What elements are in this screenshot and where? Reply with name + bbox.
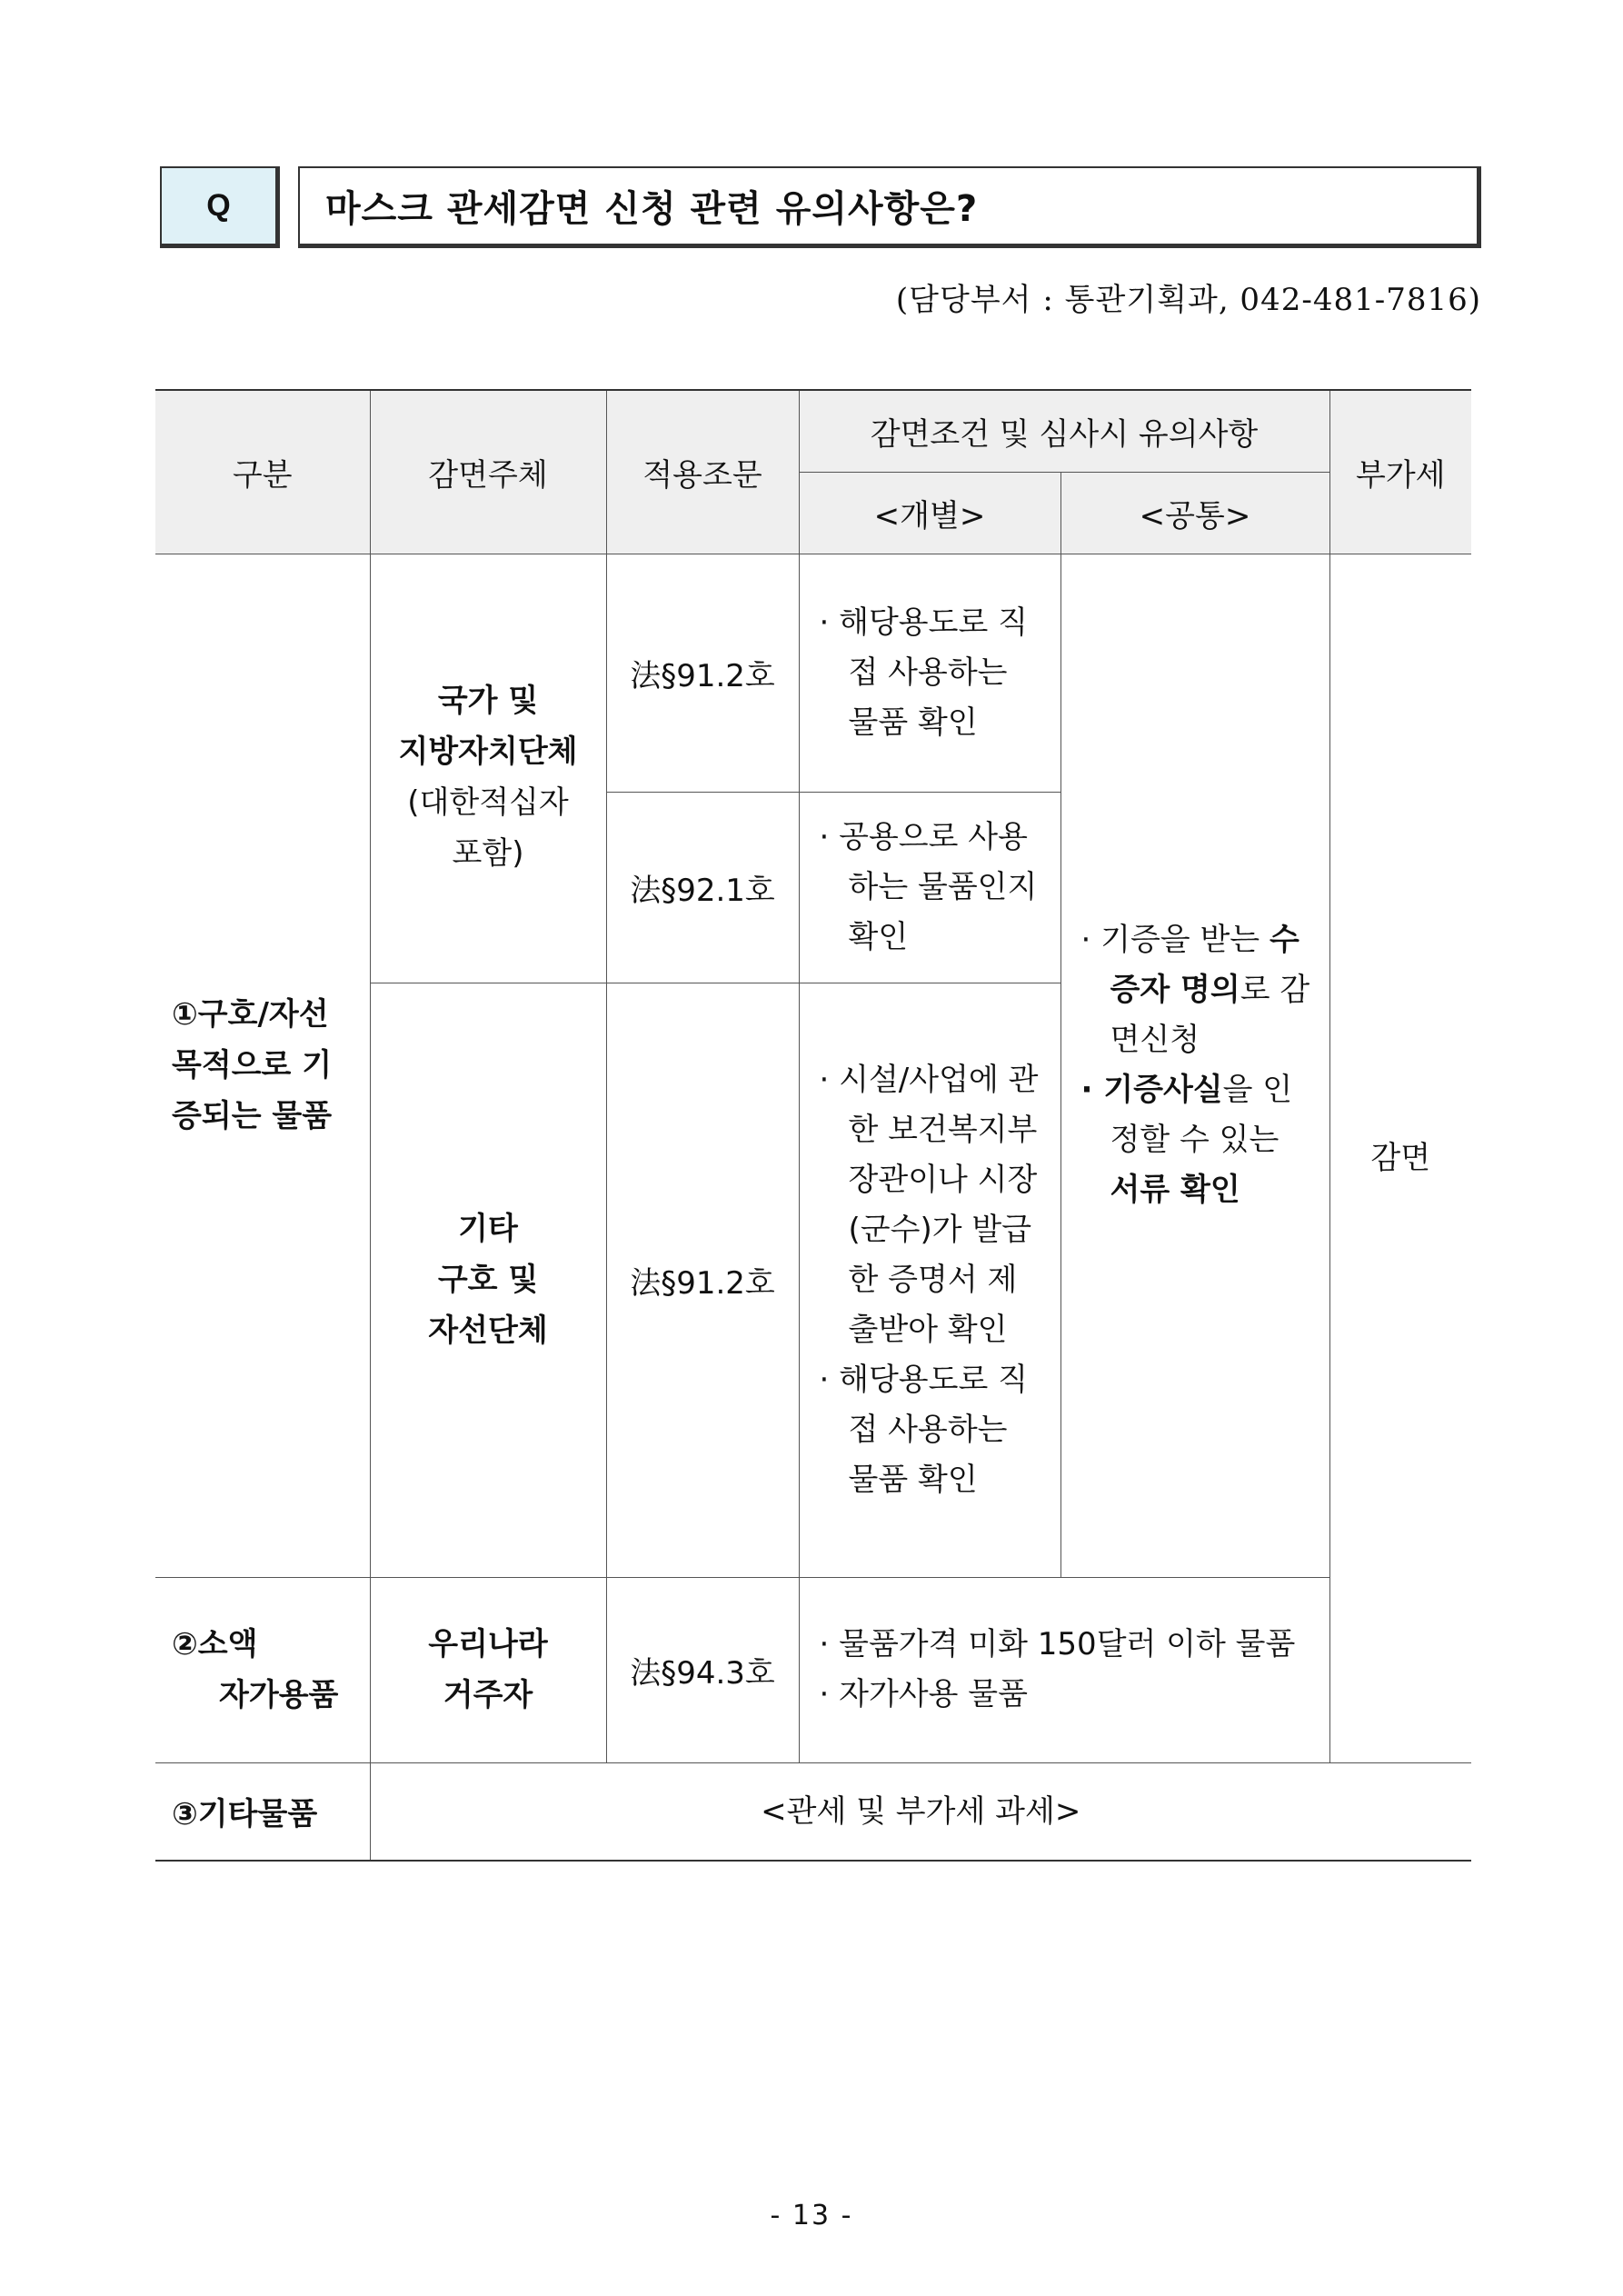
row1-common: [1060, 554, 1329, 1577]
common-1-pre: · 기증을 받는: [1080, 922, 1270, 958]
row2-condition-2: · 자가사용 물품: [819, 1676, 1028, 1712]
subject-state-note1: (대한적십자: [407, 784, 569, 821]
row1a-individual-text: · 해당용도로 직접 사용하는 물품 확인: [819, 604, 1028, 741]
common-condition-1: [1081, 915, 1313, 1065]
row1a-article: 法§91.2호: [606, 554, 799, 792]
header-individual: <개별>: [799, 472, 1060, 554]
page-number: - 13 -: [770, 2200, 853, 2231]
row3-note: <관세 및 부가세 과세>: [370, 1762, 1471, 1861]
header-conditions: 감면조건 및 심사시 유의사항: [799, 390, 1329, 472]
row1a-individual: [799, 554, 1060, 792]
common-2-mid: 을 인정할 수 있는: [1110, 1072, 1293, 1158]
row2-conditions: [799, 1577, 1329, 1762]
row2-category-line2: 자가용품: [219, 1677, 339, 1713]
question-title: 마스크 관세감면 신청 관련 유의사항은?: [325, 188, 979, 230]
row1b-individual: [799, 792, 1060, 983]
row2-subject-line2: 거주자: [443, 1677, 533, 1713]
header-common: <공통>: [1060, 472, 1329, 554]
row1-category-text: ①구호/자선 목적으로 기증되는 물품: [172, 996, 333, 1134]
q-label-box: [160, 166, 280, 248]
row1c-article: 法§91.2호: [606, 983, 799, 1577]
common-1-bold: 수증자 명의: [1110, 922, 1299, 1008]
header-category: 구분: [155, 390, 370, 554]
department-contact: (담당부서 : 통관기획과, 042-481-7816): [895, 282, 1481, 318]
row1b-individual-text: · 공용으로 사용하는 물품인지 확인: [819, 818, 1038, 955]
row1c-individual-text-2: · 해당용도로 직접 사용하는 물품 확인: [819, 1361, 1028, 1498]
header-subject: 감면주체: [370, 390, 606, 554]
subject-other-line1: 기타: [458, 1211, 518, 1247]
row1c-individual-text-1: · 시설/사업에 관한 보건복지부 장관이나 시장(군수)가 발급한 증명서 제출받아 확인: [819, 1061, 1039, 1348]
row2-article: 法§94.3호: [606, 1577, 799, 1762]
header-article: 적용조문: [606, 390, 799, 554]
row1-category: [155, 554, 370, 1577]
row1-subject-other: [370, 983, 606, 1577]
header-vat: 부가세: [1329, 390, 1471, 554]
row1-vat: 감면: [1329, 554, 1471, 1762]
row1b-article: 法§92.1호: [606, 792, 799, 983]
exemption-table: [155, 389, 1471, 1862]
subject-state-line2: 지방자치단체: [398, 734, 578, 770]
row1-subject-state: [370, 554, 606, 983]
question-title-box: [298, 166, 1481, 248]
row2-subject-line1: 우리나라: [428, 1626, 548, 1662]
row2-category-line1: ②소액: [172, 1626, 258, 1662]
common-2-bold: · 기증사실: [1080, 1072, 1223, 1108]
row2-category: [155, 1577, 370, 1762]
common-2-bold2: 서류 확인: [1110, 1172, 1240, 1208]
common-condition-2: [1081, 1065, 1313, 1215]
row1c-individual: [799, 983, 1060, 1577]
q-label: Q: [206, 188, 231, 223]
subject-other-line2: 구호 및: [437, 1262, 539, 1298]
row3-category: ③기타물품: [155, 1762, 370, 1861]
subject-other-line3: 자선단체: [428, 1313, 548, 1349]
row2-condition-1: · 물품가격 미화 150달러 이하 물품: [819, 1626, 1296, 1662]
subject-state-line1: 국가 및: [437, 683, 539, 719]
common-1-post: 로 감면신청: [1110, 972, 1310, 1058]
row2-subject: [370, 1577, 606, 1762]
subject-state-note2: 포함): [452, 835, 524, 872]
